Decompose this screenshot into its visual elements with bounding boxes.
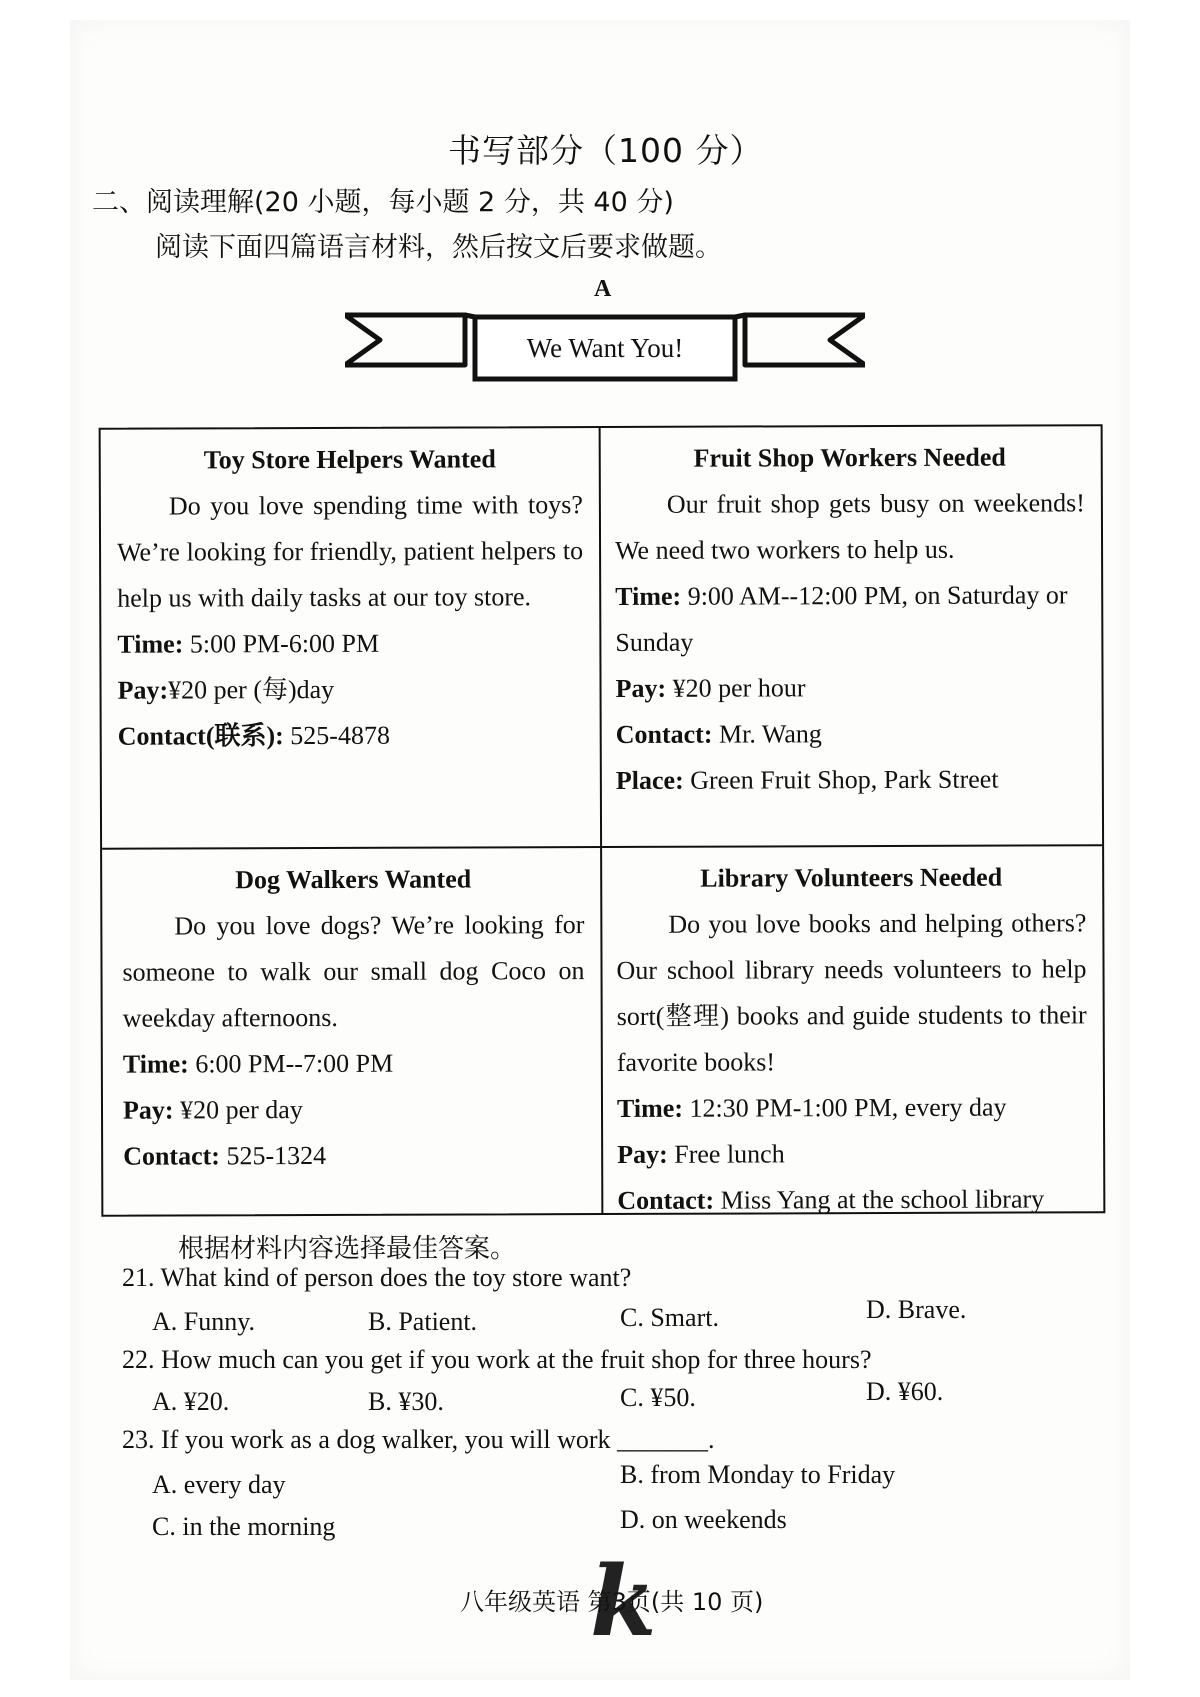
contact-value: Miss Yang at the school library — [720, 1184, 1045, 1215]
pay-value: ¥20 per (每)day — [168, 674, 335, 705]
time-value: 9:00 AM--12:00 PM, on Saturday or Sunday — [615, 580, 1068, 657]
ad-pay — [117, 666, 583, 714]
ad-time — [117, 620, 583, 668]
question-21: 21. What kind of person does the toy store want? — [122, 1263, 632, 1292]
grid-divider-vertical — [599, 428, 604, 1213]
ad-body: Do you love books and helping others? Our school library needs volunteers to help sort(整理) books and guide students to their favorite books! — [616, 908, 1087, 1077]
handwritten-mark: k — [590, 1545, 657, 1658]
ad-toy-store — [117, 436, 584, 760]
q22-option-a: A. ¥20. — [152, 1387, 230, 1416]
q21-option-c: C. Smart. — [620, 1303, 719, 1332]
section-title: 书写部分（100 分） — [448, 131, 764, 170]
question-22: 22. How much can you get if you work at the fruit shop for three hours? — [122, 1345, 872, 1374]
pay-value: Free lunch — [674, 1139, 785, 1169]
place-value: Green Fruit Shop, Park Street — [690, 764, 999, 795]
time-value: 12:30 PM-1:00 PM, every day — [689, 1092, 1007, 1123]
ad-contact — [118, 712, 584, 760]
ad-body: Do you love spending time with toys? We’re looking for friendly, patient helpers to help us with daily tasks at our toy store. — [117, 490, 584, 613]
questions-intro: 根据材料内容选择最佳答案。 — [178, 1234, 517, 1264]
contact-label: Contact: — [123, 1141, 220, 1171]
instruction-text: 阅读下面四篇语言材料，然后按文后要求做题。 — [155, 232, 722, 263]
ad-time — [123, 1040, 585, 1088]
q22-option-c: C. ¥50. — [620, 1383, 696, 1412]
q23-option-d: D. on weekends — [620, 1505, 787, 1534]
contact-label: Contact(联系): — [117, 721, 284, 751]
place-label: Place: — [615, 765, 684, 795]
ad-library — [616, 854, 1087, 1224]
pay-value: ¥20 per hour — [672, 673, 806, 703]
page-footer: 八年级英语 第3页(共 10 页) — [460, 1588, 764, 1616]
pay-label: Pay: — [617, 1139, 668, 1169]
contact-label: Contact: — [617, 1185, 715, 1215]
time-label: Time: — [615, 581, 682, 611]
ad-contact — [123, 1132, 585, 1180]
ad-pay — [617, 1130, 1087, 1178]
pay-label: Pay: — [615, 673, 667, 703]
ad-dog-walkers — [122, 856, 585, 1180]
time-label: Time: — [117, 629, 184, 659]
ad-time — [617, 1084, 1087, 1132]
ad-fruit-shop — [615, 434, 1086, 804]
pay-label: Pay: — [122, 1095, 174, 1125]
ad-pay — [123, 1086, 585, 1134]
ad-title: Library Volunteers Needed — [700, 862, 1003, 893]
banner-text: We Want You! — [526, 333, 684, 363]
ad-title: Dog Walkers Wanted — [235, 864, 472, 895]
part-heading: 二、阅读理解(20 小题，每小题 2 分，共 40 分) — [92, 187, 674, 218]
q22-option-d: D. ¥60. — [866, 1377, 944, 1406]
ad-title: Fruit Shop Workers Needed — [693, 442, 1006, 473]
time-value: 6:00 PM--7:00 PM — [195, 1048, 394, 1079]
contact-value: 525-1324 — [226, 1140, 327, 1171]
passage-label: A — [594, 276, 612, 302]
ad-body: Do you love dogs? We’re looking for someone to walk our small dog Coco on weekday afternoons. — [122, 910, 585, 1033]
ad-title: Toy Store Helpers Wanted — [203, 444, 496, 475]
ad-contact — [616, 710, 1086, 758]
pay-label: Pay: — [117, 675, 169, 705]
q23-option-a: A. every day — [152, 1470, 286, 1499]
contact-label: Contact: — [615, 719, 713, 749]
q21-option-d: D. Brave. — [866, 1295, 967, 1324]
time-value: 5:00 PM-6:00 PM — [189, 628, 380, 659]
ad-place — [616, 756, 1086, 804]
q22-option-b: B. ¥30. — [368, 1387, 444, 1416]
ad-pay — [615, 664, 1085, 712]
ad-contact — [617, 1176, 1087, 1224]
time-label: Time: — [616, 1093, 684, 1123]
question-23: 23. If you work as a dog walker, you will work _______. — [122, 1425, 715, 1454]
ads-grid — [99, 424, 1106, 1216]
ad-body: Our fruit shop gets busy on weekends! We need two workers to help us. — [615, 488, 1085, 565]
ad-time — [615, 572, 1085, 666]
q21-option-a: A. Funny. — [152, 1307, 256, 1336]
q23-option-b: B. from Monday to Friday — [620, 1460, 896, 1489]
contact-value: Mr. Wang — [718, 719, 822, 749]
q21-option-b: B. Patient. — [368, 1307, 478, 1336]
contact-value: 525-4878 — [290, 720, 391, 751]
q23-option-c: C. in the morning — [152, 1512, 336, 1541]
pay-value: ¥20 per day — [180, 1095, 303, 1125]
time-label: Time: — [122, 1049, 189, 1079]
